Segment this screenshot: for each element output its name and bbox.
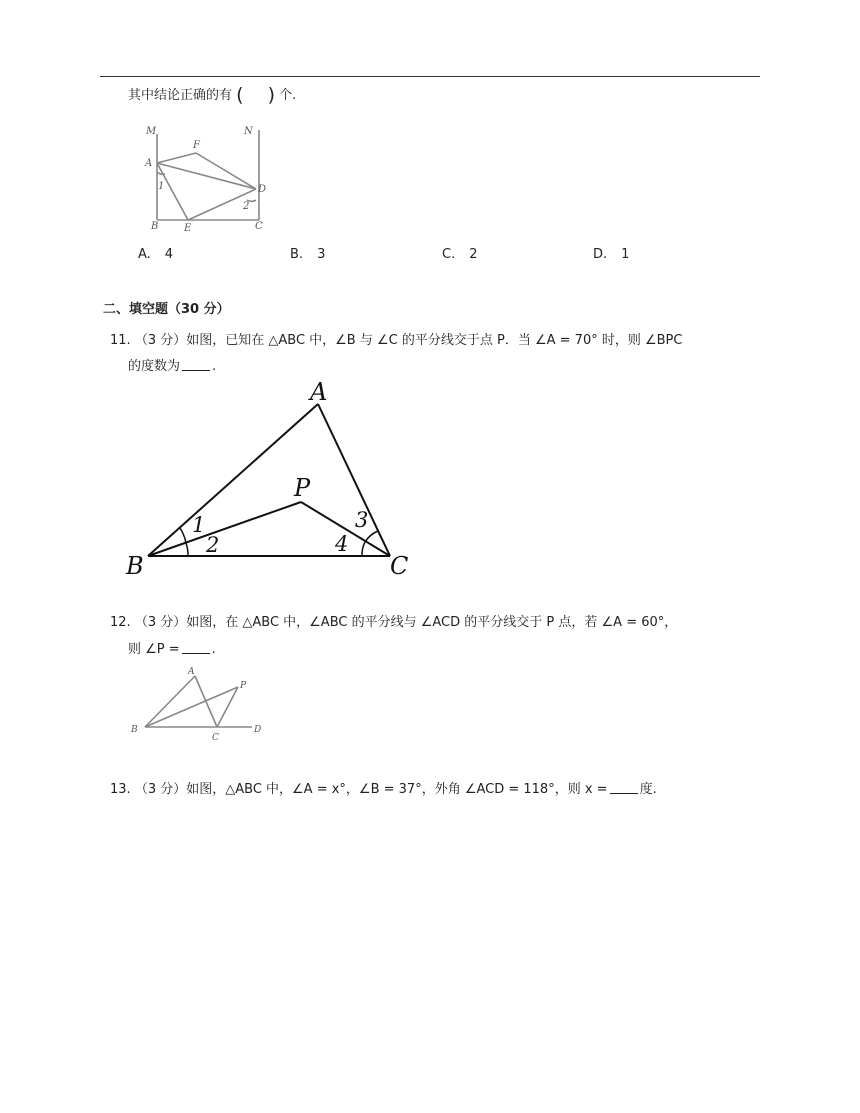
label-p: P bbox=[294, 474, 311, 502]
option-label: A. bbox=[138, 247, 151, 262]
stem-text: 其中结论正确的有 bbox=[128, 88, 233, 103]
label-b: B bbox=[131, 725, 138, 735]
label-angle-2: 2 bbox=[206, 533, 220, 557]
option-label: C. bbox=[442, 247, 456, 262]
q13-answer-blank[interactable] bbox=[610, 781, 638, 794]
q13-line bbox=[110, 778, 657, 797]
q12-line1 bbox=[110, 611, 677, 630]
paren-open: ( bbox=[236, 84, 244, 106]
q11-answer-blank[interactable] bbox=[182, 358, 210, 371]
label-angle-2: 2 bbox=[243, 201, 250, 212]
prev-question-stem bbox=[128, 84, 296, 106]
q11-line2-suffix: . bbox=[212, 359, 217, 374]
q13-score: （3 分） bbox=[134, 782, 187, 797]
label-e: E bbox=[184, 223, 192, 234]
label-b: B bbox=[151, 221, 159, 232]
q12-line2-prefix: 则 ∠P = bbox=[128, 642, 180, 657]
option-d[interactable] bbox=[593, 247, 629, 262]
label-c: C bbox=[212, 733, 219, 743]
label-p: P bbox=[240, 681, 247, 691]
label-n: N bbox=[244, 126, 253, 137]
label-c: C bbox=[255, 221, 263, 232]
section-title: 二、填空题（30 分） bbox=[103, 302, 230, 317]
label-angle-1: 1 bbox=[192, 513, 206, 537]
figure-q12 bbox=[128, 662, 270, 744]
label-m: M bbox=[146, 126, 157, 137]
label-a: A bbox=[310, 378, 328, 406]
q11-line1 bbox=[110, 329, 682, 348]
figure-q11 bbox=[120, 375, 420, 580]
header-rule bbox=[100, 76, 760, 77]
label-d: D bbox=[258, 184, 267, 195]
label-d: D bbox=[254, 725, 262, 735]
option-b[interactable] bbox=[290, 247, 325, 262]
option-value: 2 bbox=[469, 247, 478, 262]
option-a[interactable] bbox=[138, 247, 173, 262]
q11-line2 bbox=[128, 355, 216, 374]
label-angle-4: 4 bbox=[335, 532, 349, 556]
label-angle-1: 1 bbox=[158, 181, 165, 192]
label-a: A bbox=[145, 158, 153, 169]
label-angle-3: 3 bbox=[355, 508, 369, 532]
option-c[interactable] bbox=[442, 247, 478, 262]
q13-number: 13. bbox=[110, 782, 131, 797]
q13-suffix: 度. bbox=[639, 782, 657, 797]
q13-text: 如图，△ABC 中，∠A = x°，∠B = 37°，外角 ∠ACD = 118°，则 x = bbox=[186, 782, 608, 797]
q12-number: 12. bbox=[110, 615, 131, 630]
q12-line2 bbox=[128, 638, 216, 657]
paren-close: ) bbox=[267, 84, 275, 106]
q12-score: （3 分） bbox=[134, 615, 187, 630]
q11-line2-prefix: 的度数为 bbox=[128, 359, 181, 374]
option-label: B. bbox=[290, 247, 304, 262]
option-label: D. bbox=[593, 247, 608, 262]
q12-answer-blank[interactable] bbox=[182, 641, 210, 654]
stem-suffix: 个. bbox=[279, 88, 297, 103]
q11-score: （3 分） bbox=[134, 333, 187, 348]
label-a: A bbox=[188, 667, 195, 677]
label-c: C bbox=[390, 552, 409, 580]
q11-number: 11. bbox=[110, 333, 131, 348]
figure-q10 bbox=[140, 122, 280, 234]
option-value: 3 bbox=[317, 247, 326, 262]
q12-text: 如图，在 △ABC 中，∠ABC 的平分线与 ∠ACD 的平分线交于 P 点，若 ∠A = 60°， bbox=[186, 615, 678, 630]
label-f: F bbox=[193, 140, 200, 151]
q12-line2-suffix: . bbox=[211, 642, 216, 657]
option-value: 1 bbox=[621, 247, 630, 262]
q11-text: 如图，已知在 △ABC 中，∠B 与 ∠C 的平分线交于点 P．当 ∠A = 70° 时，则 ∠BPC bbox=[186, 333, 683, 348]
option-value: 4 bbox=[164, 247, 174, 262]
label-b: B bbox=[126, 552, 144, 580]
